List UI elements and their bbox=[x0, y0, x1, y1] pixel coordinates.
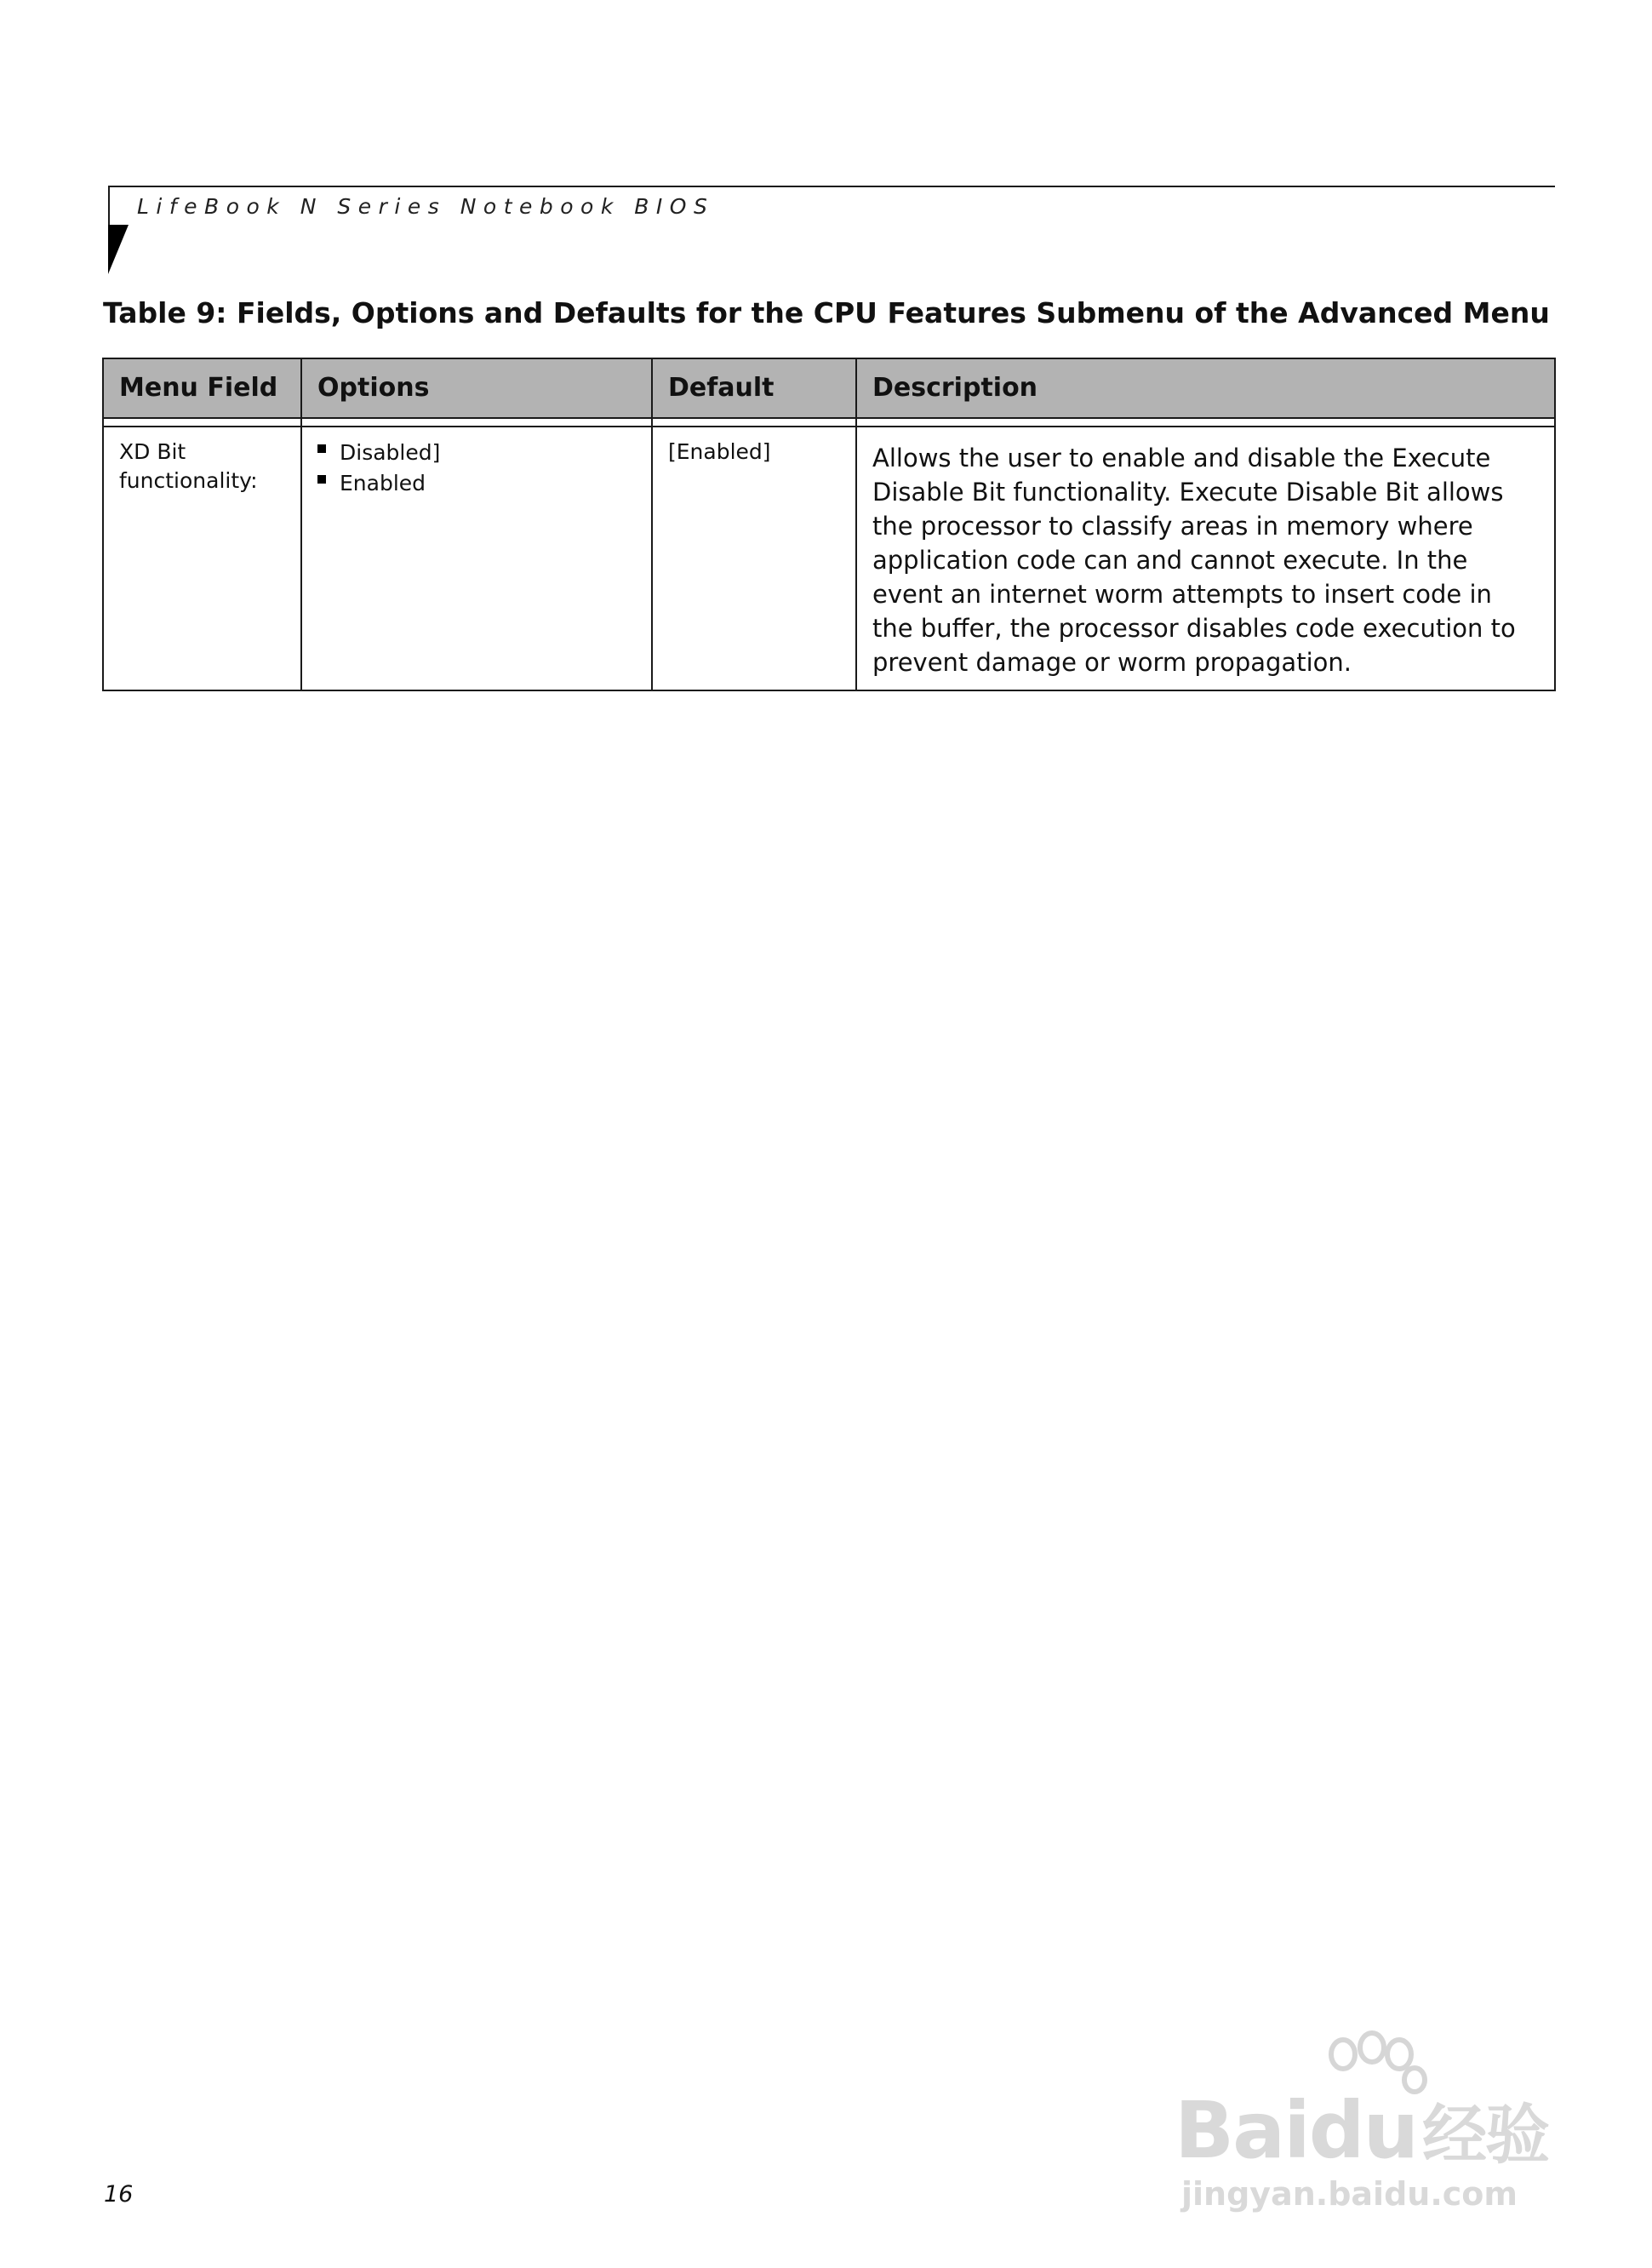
description-text: Allows the user to enable and disable the Execute Disable Bit functionality. Execute Disable Bit allows the processor to classify areas in memory where application code can and cannot execute. In the event an internet worm attempts to insert code in the buffer, the processor disables code execution to prevent damage or worm propagation. bbox=[872, 444, 1516, 677]
table-header-row bbox=[104, 359, 1554, 419]
default-cell bbox=[653, 427, 857, 690]
square-bullet-icon bbox=[317, 444, 326, 453]
table-caption: Table 9: Fields, Options and Defaults for the CPU Features Submenu of the Advanced Menu bbox=[103, 296, 1550, 329]
column-header-menu-field: Menu Field bbox=[104, 359, 302, 417]
option-label: Enabled bbox=[340, 471, 426, 495]
watermark-brand: Baidu bbox=[1175, 2085, 1418, 2176]
description-cell bbox=[857, 427, 1554, 690]
column-header-default: Default bbox=[653, 359, 857, 417]
square-bullet-icon bbox=[317, 475, 326, 484]
baidu-watermark bbox=[1175, 2022, 1558, 2218]
options-list bbox=[317, 438, 636, 499]
page-number: 16 bbox=[104, 2181, 134, 2208]
default-value: [Enabled] bbox=[668, 439, 771, 464]
menu-field-name: XD Bit functionality: bbox=[119, 439, 258, 493]
options-cell bbox=[302, 427, 653, 690]
option-item bbox=[317, 468, 636, 499]
header-separator-row bbox=[104, 419, 1554, 427]
column-header-description: Description bbox=[872, 373, 1038, 403]
watermark-url: jingyan.baidu.com bbox=[1181, 2175, 1518, 2213]
header-corner-line bbox=[108, 186, 110, 226]
header-rule bbox=[108, 186, 1555, 187]
column-header-options: Options bbox=[302, 359, 653, 417]
menu-field-cell bbox=[104, 427, 302, 690]
cpu-features-table bbox=[102, 358, 1556, 691]
watermark-brand-suffix: 经验 bbox=[1422, 2097, 1549, 2173]
running-header-title: LifeBook N Series Notebook BIOS bbox=[137, 194, 715, 219]
option-item bbox=[317, 438, 636, 468]
table-row bbox=[104, 427, 1554, 690]
header-wedge-mark bbox=[108, 225, 129, 274]
watermark-brand-line bbox=[1175, 2085, 1549, 2178]
option-label: Disabled] bbox=[340, 440, 441, 465]
